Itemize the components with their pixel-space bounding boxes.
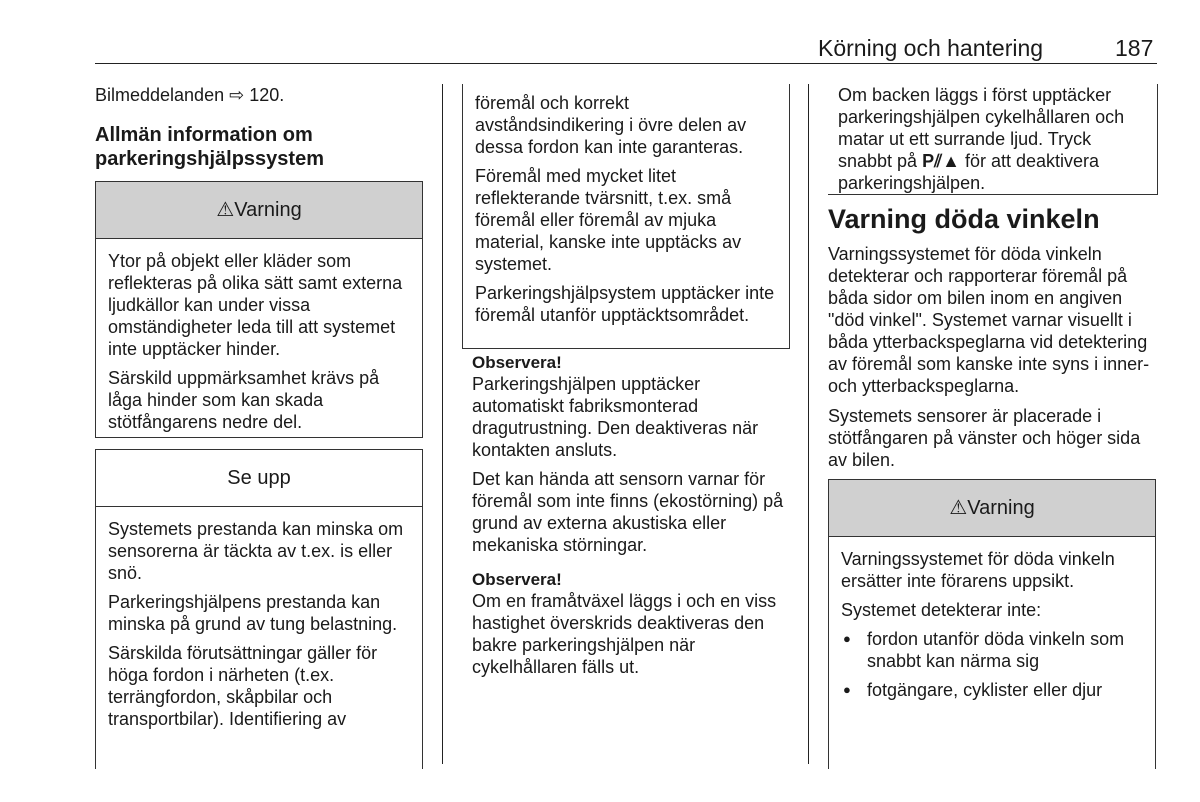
note-label: Observera! — [472, 570, 562, 589]
box-paragraph — [828, 84, 1157, 194]
bullet-item: ● fordon utanför döda vinkeln som snabbt kan närma sig — [841, 628, 1143, 672]
cross-reference-page: 120. — [249, 85, 285, 105]
note-paragraph: Parkeringshjälpen upptäcker automatiskt fabriksmonterad dragutrustning. Den deaktiveras när kontakten ansluts. — [472, 374, 759, 460]
caution-paragraph: Systemets prestanda kan minska om sensorerna är täckta av t.ex. is eller snö. — [108, 519, 404, 583]
note-block — [472, 569, 792, 678]
warning-label: Varning — [234, 199, 302, 221]
body-paragraph: Systemets sensorer är placerade i stötfångaren på vänster och höger sida av bilen. — [828, 406, 1141, 470]
section-heading: Varning döda vinkeln — [828, 204, 1100, 234]
box-text-after: för att deaktivera parkeringshjälpen. — [838, 151, 1100, 193]
cross-reference-text: Bilmeddelanden — [95, 85, 225, 105]
caution-paragraph: Parkeringshjälpsystem upptäcker inte föremål utanför upptäcktsområdet. — [475, 283, 775, 325]
warning-box-header — [96, 182, 422, 239]
caution-box-header: Se upp — [96, 450, 422, 507]
box-continued — [828, 84, 1158, 195]
column-divider-2 — [808, 84, 809, 764]
caution-box-continued — [462, 84, 790, 349]
bullet-item: ● fotgängare, cyklister eller djur — [841, 679, 1143, 701]
warning-label: Varning — [967, 497, 1035, 519]
warning-paragraph: Ytor på objekt eller kläder som reflekteras på olika sätt samt externa ljudkällor kan under vissa omständigheter leda till att systemet inte upptäcker hinder. — [108, 251, 403, 359]
cross-reference — [95, 84, 284, 106]
column-divider-1 — [442, 84, 443, 764]
parking-assist-button-icon: P⫽▲ — [922, 151, 960, 171]
caution-paragraph: föremål och korrekt avståndsindikering i övre delen av dessa fordon kan inte garanteras. — [475, 93, 747, 157]
warning-box — [95, 181, 423, 438]
caution-paragraph: Särskilda förutsättningar gäller för höga fordon i närheten (t.ex. terrängfordon, skåpbilar och transportbilar). Identifiering av — [108, 643, 378, 729]
caution-paragraph: Parkeringshjälpens prestanda kan minska på grund av tung belastning. — [108, 592, 398, 634]
box-text-before: Om backen läggs i först upptäcker parkeringshjälpen cykelhållaren och matar ut ett surrande ljud. Tryck snabbt på — [838, 85, 1125, 171]
note-block — [472, 352, 792, 556]
warning-paragraph: Systemet detekterar inte: — [841, 600, 1042, 620]
chapter-title: Körning och hantering — [818, 35, 1044, 61]
warning-box — [828, 479, 1156, 769]
page-number: 187 — [1115, 35, 1154, 61]
caution-paragraph: Föremål med mycket litet reflekterande tvärsnitt, t.ex. små föremål eller föremål av mjuka material, kanske inte upptäcks av systemet. — [475, 166, 742, 274]
header-rule — [95, 63, 1157, 64]
note-paragraph: Det kan hända att sensorn varnar för föremål som inte finns (ekostörning) på grund av externa akustiska eller mekaniska störningar. — [472, 469, 784, 555]
note-paragraph: Om en framåtväxel läggs i och en viss hastighet överskrids deaktiveras den bakre parkeringshjälpen när cykelhållaren fälls ut. — [472, 591, 777, 677]
note-label: Observera! — [472, 353, 562, 372]
warning-box-header — [829, 480, 1155, 537]
warning-triangle-icon: ⚠ — [949, 497, 968, 519]
caution-box — [95, 449, 423, 769]
warning-paragraph: Särskild uppmärksamhet krävs på låga hinder som kan skada stötfångarens nedre del. — [108, 368, 380, 432]
page-reference-icon: ⇨ — [229, 85, 245, 105]
body-paragraph: Varningssystemet för döda vinkeln detekterar och rapporterar föremål på båda sidor om bilen inom en angiven "död vinkel". Systemet varnar visuellt i båda ytterbackspeglarna vid detektering av föremål som kanske inte syns i inner- och ytterbackspeglarna. — [828, 244, 1150, 396]
warning-triangle-icon: ⚠ — [216, 199, 235, 221]
warning-paragraph: Varningssystemet för döda vinkeln ersätter inte förarens uppsikt. — [841, 549, 1115, 591]
section-heading: Allmän information om parkeringshjälpssystem — [95, 124, 324, 170]
